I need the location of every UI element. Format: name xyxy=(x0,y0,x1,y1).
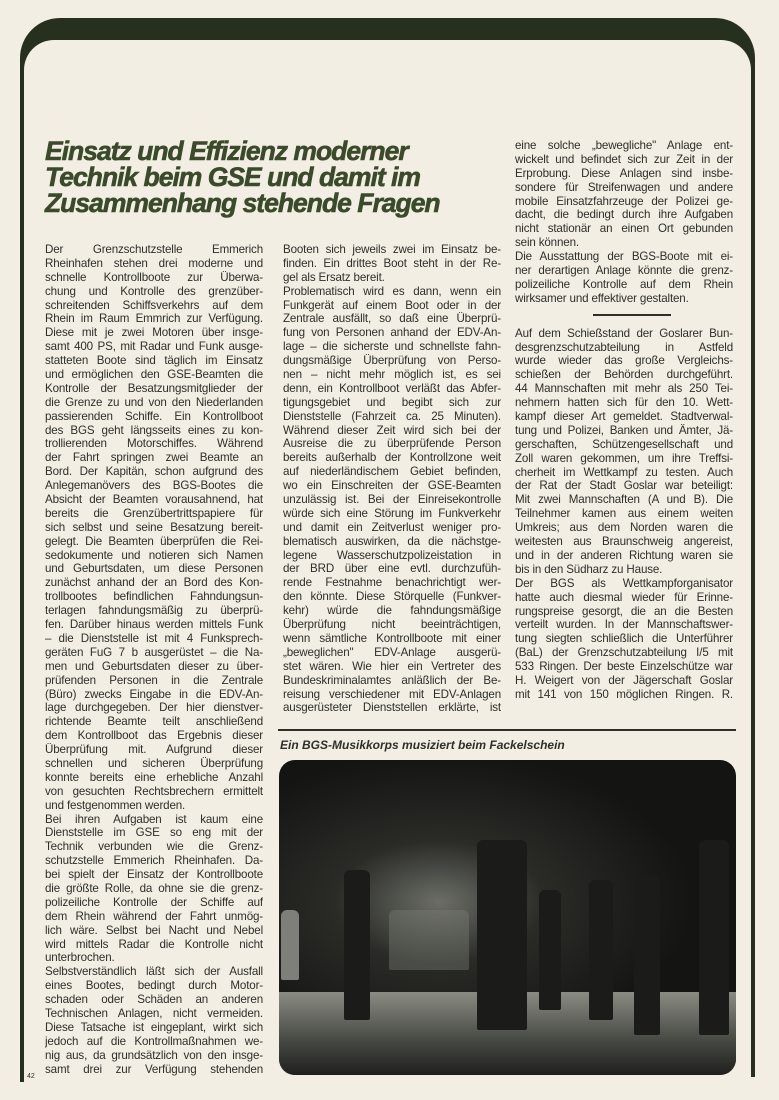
text-line: und damit ein Zeitverlust weniger pro- xyxy=(283,520,501,534)
text-line: Booten sich jeweils zwei im Einsatz be- xyxy=(283,243,501,256)
text-line: rende Festnahme benachrichtigt wer- xyxy=(283,576,501,590)
text-line: H. Weigert von der Jägerschaft Goslar xyxy=(515,673,733,687)
text-line: Ausreise die zu überprüfende Person xyxy=(283,437,501,451)
text-line: terlagen fahndungsmäßig zu überprü- xyxy=(45,604,263,618)
text-line: schutzstelle Emmerich Rheinhafen. Da- xyxy=(45,854,263,868)
article-title: Einsatz und Effizienz moderner Technik beim GSE und damit im Zusammenhang stehende Fragen xyxy=(45,136,440,218)
text-line: Zentrale ausfällt, so daß eine Überprü- xyxy=(283,312,501,326)
text-line: schaden oder Schäden an anderen xyxy=(45,993,263,1007)
column-2 xyxy=(283,243,501,715)
text-line: finden. Ein drittes Boot steht in der Re- xyxy=(283,256,501,270)
text-line: Dienststelle im GSE so eng mit der xyxy=(45,826,263,840)
text-line: unzulässig ist. Bei der Einreisekontrolle xyxy=(283,493,501,507)
text-line: tung siegten schließlich die Unterführer xyxy=(515,632,733,646)
text-line: Erprobung. Diese Anlagen sind insbe- xyxy=(515,166,733,180)
text-line: statteten Boote sind täglich im Einsatz xyxy=(45,354,263,368)
text-line: mobile Einsatzfahrzeuge der Polizei ge- xyxy=(515,194,733,208)
text-line: legene Wasserschutzpolizeistation in xyxy=(283,548,501,562)
paragraph xyxy=(515,250,733,306)
text-line: Kontrolle der Besatzungsmitglieder der xyxy=(45,381,263,395)
text-line: Mit zwei Mannschaften (A und B). Die xyxy=(515,493,733,507)
text-line: fung von Personen anhand der EDV-An- xyxy=(283,326,501,340)
text-line: auf niederländischem Gebiet befinden, xyxy=(283,465,501,479)
text-line: und festgenommen werden. xyxy=(45,798,186,812)
text-line: kampf dieser Art gemeldet. Stadtverwal- xyxy=(515,410,733,424)
text-line: trollierenden Motorschiffes. Während xyxy=(45,437,263,451)
page-frame-left xyxy=(20,60,24,1082)
text-line: Bundeskriminalamtes anläßlich der Be- xyxy=(283,673,501,687)
column-3 xyxy=(515,139,733,702)
text-line: Teilnehmer kamen aus einem weiten xyxy=(515,507,733,521)
text-line: polizeiliche Kontrolle der Schiffe auf xyxy=(45,895,263,909)
text-line: denn, ein Kontrollboot verläßt das Abfer- xyxy=(283,381,501,395)
text-line: Absicht der Beamten vorausahnend, hat xyxy=(45,493,263,507)
text-line: lage durchgegeben. Der hier dienstver- xyxy=(45,701,263,715)
page-frame-right xyxy=(751,60,755,1077)
text-line: cherheit im Wettkampf zu testen. Auch xyxy=(515,465,733,479)
text-line: lage – die sicherste und schnellste fahn- xyxy=(283,340,501,354)
text-line: ner derartigen Anlage könnte die grenz- xyxy=(515,264,733,278)
text-line: chung und Kontrolle des grenzüber- xyxy=(45,284,263,298)
paragraph xyxy=(283,243,501,285)
photo-band-torchlight xyxy=(279,760,736,1075)
text-line: des BGS geht längsseits eines zu kon- xyxy=(45,423,263,437)
text-line: Diese Tatsache ist eingeplant, wirkt sich xyxy=(45,1020,263,1034)
text-line: ausgerüsteter Dienststellen erklärte, ist xyxy=(283,701,501,715)
section-divider xyxy=(593,314,671,316)
text-line: rungspreise gesorgt, die an die Besten xyxy=(515,604,733,618)
paragraph xyxy=(45,243,263,813)
text-line: Diese mit je zwei Motoren über insge- xyxy=(45,326,263,340)
text-line: wickelt und befindet sich zur Zeit in der xyxy=(515,152,733,166)
text-line: Selbstverständlich läßt sich der Ausfall xyxy=(45,965,263,979)
text-line: – die Dienststelle ist mit 4 Funksprech- xyxy=(45,631,263,645)
text-line: trollbootes befindlichen Fahndungsun- xyxy=(45,590,263,604)
text-line: dungsmäßige Überprüfung von Perso- xyxy=(283,354,501,368)
text-line: polizeiliche Kontrolle auf dem Rhein xyxy=(515,277,733,291)
text-line: prüfenden Personen in die Zentrale xyxy=(45,673,263,687)
text-line: hatte auch diesmal wieder für Erinne- xyxy=(515,590,733,604)
text-line: stet wären. Wie hier ein Vertreter des xyxy=(283,659,501,673)
text-line: von gesuchten Rechtsbrechern ermittelt xyxy=(45,784,263,798)
text-line: sich selbst und seine Besatzung bereit- xyxy=(45,520,263,534)
text-line: tung und Polizei, Banken und Ämter, Jä- xyxy=(515,423,733,437)
text-line: richtende Beamte teilt anschließend xyxy=(45,715,263,729)
text-line: samt drei zur Verfügung stehenden xyxy=(45,1062,263,1076)
text-line: nig aus, da grundsätzlich von den insge- xyxy=(45,1048,263,1062)
text-line: gel als Ersatz bereit. xyxy=(283,270,385,284)
caption-rule xyxy=(278,729,736,731)
text-line: men und Geburtsdaten dieser zu über- xyxy=(45,659,263,673)
text-line: schnelle Kontrollboote zur Überwa- xyxy=(45,270,263,284)
text-line: schnellen und sicheren Überprüfung xyxy=(45,756,263,770)
text-line: wurde wieder das große Vergleichs- xyxy=(515,354,733,368)
text-line: Überprüfung mit. Aufgrund dieser xyxy=(45,743,263,757)
paragraph xyxy=(515,139,733,250)
text-line: und Geburtsdaten, um diese Personen xyxy=(45,562,263,576)
text-line: blematisch auswirken, da die nächstge- xyxy=(283,534,501,548)
text-line: 44 Mannschaften mit mehr als 250 Tei- xyxy=(515,382,733,396)
text-line: nicht stationär an einen Ort gebunden xyxy=(515,222,733,236)
text-line: gelegt. Die Beamten überprüfen die Rei- xyxy=(45,534,263,548)
text-line: gerschaften, Schützengesellschaft und xyxy=(515,437,733,451)
text-line: Zoll waren gekommen, um ihre Treffsi- xyxy=(515,451,733,465)
text-line: sein können. xyxy=(515,236,579,250)
text-line: kehr) würde die fahndungsmäßige xyxy=(283,604,501,618)
text-line: Technik verbunden wie die Grenz- xyxy=(45,840,263,854)
text-line: Der BGS als Wettkampforganisator xyxy=(515,576,733,590)
text-line: desgrenzschutzabteilung in Astfeld xyxy=(515,340,733,354)
text-line: Überprüfung nicht beeinträchtigen, xyxy=(283,618,501,632)
text-line: dem Rhein während der Fahrt unmög- xyxy=(45,909,263,923)
text-line: schreitenden Schiffsverkehrs auf dem xyxy=(45,298,263,312)
text-line: passierenden Schiffe. Ein Kontrollboot xyxy=(45,409,263,423)
photo-caption: Ein BGS-Musikkorps musiziert beim Fackelschein xyxy=(280,738,565,752)
text-line: die größte Rolle, da ohne sie die grenz- xyxy=(45,881,263,895)
text-line: bei spielt der Einsatz der Kontrollboote xyxy=(45,868,263,882)
text-line: reisung verschiedener mit EDV-Anlagen xyxy=(283,687,501,701)
text-line: Problematisch wird es dann, wenn ein xyxy=(283,284,501,298)
paragraph xyxy=(45,813,263,966)
text-line: Bord. Der Kapitän, schon aufgrund des xyxy=(45,465,263,479)
text-line: die Grenze zu und von den Niederlanden xyxy=(45,395,263,409)
text-line: Anlegemanövers des BGS-Bootes die xyxy=(45,479,263,493)
text-line: mit 141 von 150 möglichen Ringen. R. xyxy=(515,687,733,701)
text-line: nehmern hatten sich für den 10. Wett- xyxy=(515,396,733,410)
text-line: konnte bereits eine erhebliche Anzahl xyxy=(45,770,263,784)
text-line: den könnte. Diese Störquelle (Funkver- xyxy=(283,590,501,604)
text-line: Dienststelle (Fahrzeit ca. 25 Minuten). xyxy=(283,409,501,423)
paragraph xyxy=(283,285,501,716)
text-line: Während dieser Zeit wird sich bei der xyxy=(283,423,501,437)
text-line: 533 Ringen. Der beste Einzelschütze war xyxy=(515,660,733,674)
text-line: geräten FuG 7 b ausgerüstet – die Na- xyxy=(45,645,263,659)
text-line: (Büro) zwecks Eingabe in die EDV-An- xyxy=(45,687,263,701)
text-line: Der Grenzschutzstelle Emmerich xyxy=(45,243,263,256)
text-line: zunächst anhand der an Bord des Kon- xyxy=(45,576,263,590)
text-line: Die Ausstattung der BGS-Boote mit ei- xyxy=(515,250,733,264)
paragraph xyxy=(515,327,733,577)
text-line: wenn sämtliche Kontrollboote mit einer xyxy=(283,631,501,645)
text-line: jedoch auf die Kontrollmaßnahmen we- xyxy=(45,1034,263,1048)
text-line: eines Bootes, bedingt durch Motor- xyxy=(45,979,263,993)
text-line: samt 400 PS, mit Radar und Funk ausge- xyxy=(45,340,263,354)
text-line: schießen der Behörden durchgeführt. xyxy=(515,368,733,382)
text-line: und ermöglichen den GSE-Beamten die xyxy=(45,368,263,382)
paragraph xyxy=(515,577,733,702)
text-line: verteilt wurden. In der Mannschaftswer- xyxy=(515,618,733,632)
text-line: eine solche „bewegliche" Anlage ent- xyxy=(515,139,733,152)
text-line: (BaL) der Grenzschutzabteilung I/5 mit xyxy=(515,646,733,660)
text-line: der BRD über eine evtl. durchzufüh- xyxy=(283,562,501,576)
text-line: bereits außerhalb der Kontrollzone weit xyxy=(283,451,501,465)
text-line: fen. Darüber hinaus werden mittels Funk xyxy=(45,618,263,632)
text-line: Rheinhafen stehen drei moderne und xyxy=(45,256,263,270)
text-line: Technischen Anlagen, nicht vermeiden. xyxy=(45,1006,263,1020)
text-line: sedokumente und notieren sich Namen xyxy=(45,548,263,562)
text-line: Auf dem Schießstand der Goslarer Bun- xyxy=(515,326,733,340)
text-line: und in der anderen Richtung waren sie xyxy=(515,548,733,562)
text-line: der Rat der Stadt Goslar war beteiligt: xyxy=(515,479,733,493)
text-line: sondere für Streifenwagen und andere xyxy=(515,180,733,194)
text-line: unterbrochen. xyxy=(45,951,115,965)
text-line: Funkgerät auf einem Boot oder in der xyxy=(283,298,501,312)
column-1 xyxy=(45,243,263,1076)
page-number: 42 xyxy=(27,1073,35,1080)
text-line: tigungsgebiet und begibt sich zur xyxy=(283,395,501,409)
text-line: Umkreis; aus dem Norden waren die xyxy=(515,521,733,535)
text-line: Bei ihren Aufgaben ist kaum eine xyxy=(45,812,263,826)
text-line: bereits die Grenzübertrittspapiere für xyxy=(45,506,263,520)
text-line: würde sich eine Störung im Funkverkehr xyxy=(283,506,501,520)
text-line: wo ein Einschreiten der GSE-Beamten xyxy=(283,479,501,493)
text-line: weitesten aus Braunschweig angereist, xyxy=(515,535,733,549)
text-line: lich wäre. Selbst bei Nacht und Nebel xyxy=(45,923,263,937)
text-line: „beweglichen" EDV-Anlage ausgerü- xyxy=(283,645,501,659)
text-line: nen – nicht mehr möglich ist, es sei xyxy=(283,368,501,382)
text-line: bis in den Südharz zu Hause. xyxy=(515,562,663,576)
text-line: dem Kontrollboot das Ergebnis dieser xyxy=(45,729,263,743)
text-line: Rhein im Raum Emmrich zur Verfügung. xyxy=(45,312,263,326)
text-line: der Fahrt springen zwei Beamte an xyxy=(45,451,263,465)
text-line: wirksamer und effektiver gestalten. xyxy=(515,291,689,305)
text-line: dacht, die bedingt durch ihre Aufgaben xyxy=(515,208,733,222)
paragraph xyxy=(45,965,263,1076)
text-line: wird mittels Radar die Kontrolle nicht xyxy=(45,937,263,951)
